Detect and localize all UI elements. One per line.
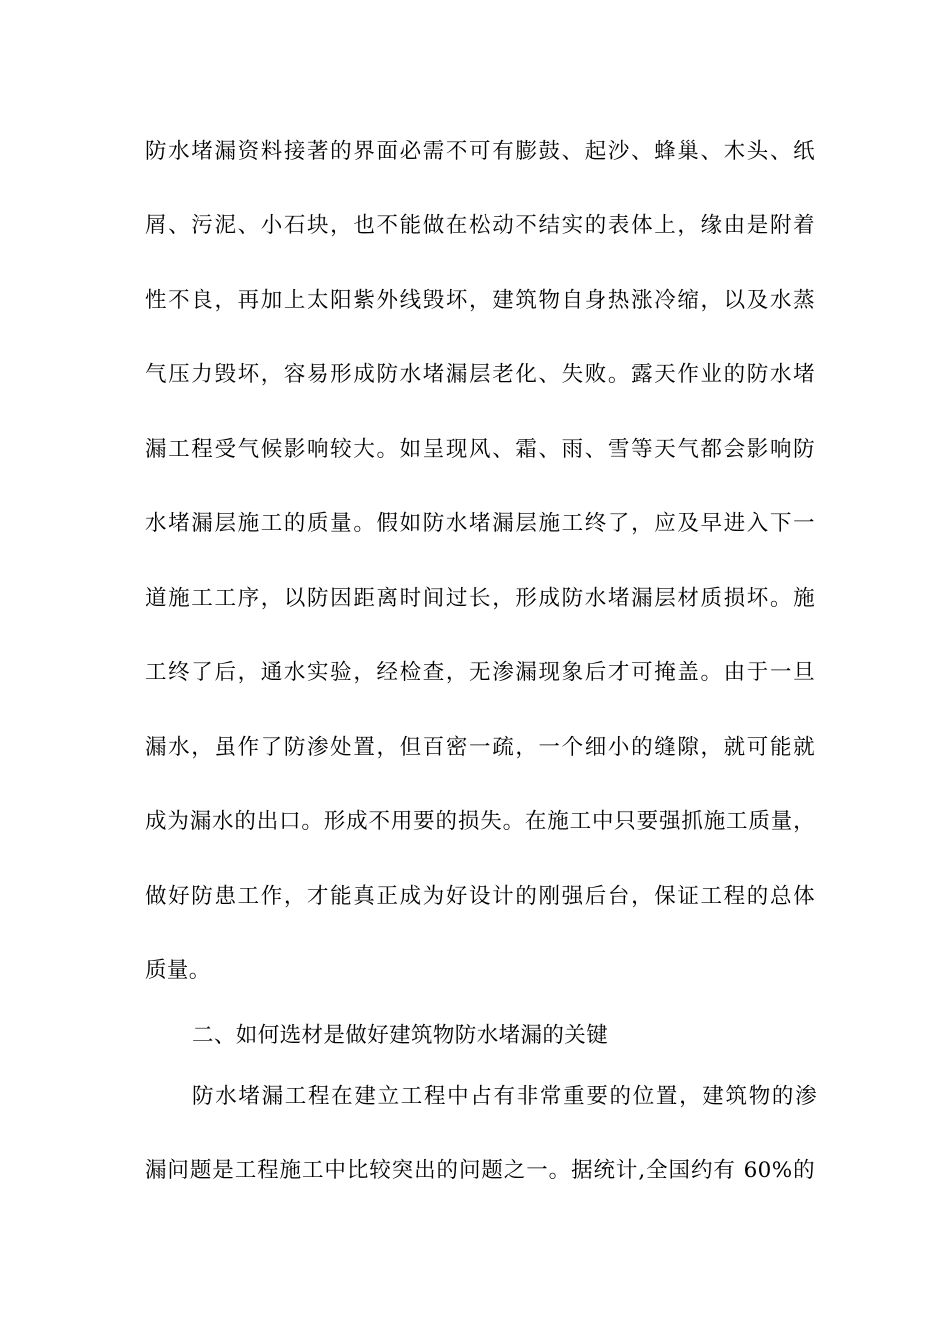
body-text-line: 工终了后，通水实验，经检查，无渗漏现象后才可掩盖。由于一旦 [145, 660, 815, 685]
body-text-line: 质量。 [145, 958, 211, 983]
body-text-line: 性不良，再加上太阳紫外线毁坏，建筑物自身热涨冷缩，以及水蒸 [145, 288, 815, 313]
body-text-line: 漏工程受气候影响较大。如呈现风、霜、雨、雪等天气都会影响防 [145, 437, 815, 462]
body-text-line: 成为漏水的出口。形成不用要的损失。在施工中只要强抓施工质量， [145, 809, 815, 834]
body-text-line: 道施工工序，以防因距离时间过长，形成防水堵漏层材质损坏。施 [145, 586, 815, 611]
body-text-line: 防水堵漏工程在建立工程中占有非常重要的位置，建筑物的渗 [192, 1084, 817, 1109]
body-text-line: 水堵漏层施工的质量。假如防水堵漏层施工终了，应及早进入下一 [145, 511, 815, 536]
body-text-line: 漏水，虽作了防渗处置，但百密一疏，一个细小的缝隙，就可能就 [145, 735, 815, 760]
body-text-line: 漏问题是工程施工中比较突出的问题之一。据统计,全国约有 60%的 [145, 1158, 815, 1183]
section-heading: 二、如何选材是做好建筑物防水堵漏的关键 [192, 1023, 609, 1048]
body-text-line: 气压力毁坏，容易形成防水堵漏层老化、失败。露天作业的防水堵 [145, 362, 815, 387]
body-text-line: 防水堵漏资料接著的界面必需不可有膨鼓、起沙、蜂巢、木头、纸 [145, 139, 815, 164]
body-text-line: 屑、污泥、小石块，也不能做在松动不结实的表体上，缘由是附着 [145, 213, 815, 238]
body-text-line: 做好防患工作，才能真正成为好设计的刚强后台，保证工程的总体 [145, 884, 815, 909]
